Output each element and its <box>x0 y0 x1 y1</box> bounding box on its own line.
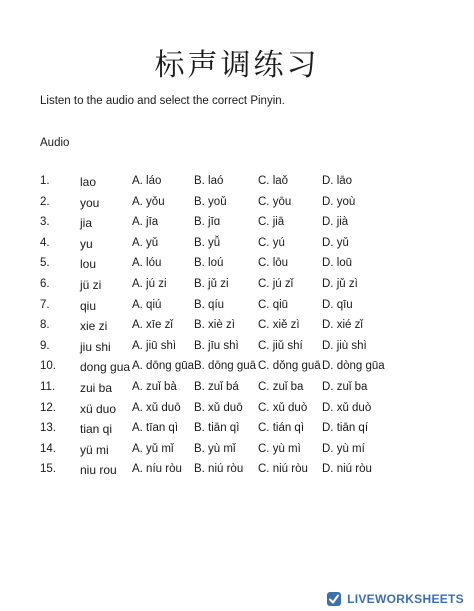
option-d[interactable]: D. yǔ <box>322 236 349 249</box>
question-list <box>0 175 474 484</box>
option-a[interactable]: A. lóu <box>132 257 162 270</box>
option-a[interactable]: A. xīe zǐ <box>132 319 173 332</box>
option-c[interactable]: C. yōu <box>258 195 292 208</box>
question-row <box>0 360 474 381</box>
option-b[interactable]: B. loú <box>194 257 224 270</box>
option-d[interactable]: D. niú ròu <box>322 463 372 476</box>
option-b[interactable]: B. jīɑ <box>194 216 221 229</box>
option-d[interactable]: D. xǔ duò <box>322 401 372 414</box>
question-number: 3. <box>40 216 50 229</box>
question-number: 1. <box>40 175 50 187</box>
option-c[interactable]: C. xiě zì <box>258 319 300 332</box>
question-row <box>0 257 474 278</box>
question-row <box>0 422 474 443</box>
option-c[interactable]: C. jú zǐ <box>258 277 294 290</box>
option-b[interactable]: B. niú ròu <box>194 463 244 476</box>
question-row <box>0 216 474 237</box>
question-word: you <box>80 195 100 210</box>
question-row <box>0 237 474 258</box>
option-c[interactable]: C. lōu <box>258 257 289 270</box>
option-c[interactable]: C. tián qì <box>258 422 305 435</box>
option-b[interactable]: B. zuǐ bá <box>194 380 239 393</box>
question-number: 8. <box>40 319 50 332</box>
question-row <box>0 402 474 423</box>
footer-brand-text: LIVEWORKSHEETS <box>347 592 464 606</box>
option-d[interactable]: D. yoù <box>322 195 356 208</box>
question-word: jia <box>80 216 93 231</box>
option-c[interactable]: C. jiǔ shí <box>258 339 303 352</box>
option-b[interactable]: B. yoǔ <box>194 195 227 208</box>
option-c[interactable]: C. jiā <box>258 216 285 229</box>
liveworksheets-logo-icon <box>326 591 342 607</box>
liveworksheets-footer[interactable] <box>326 591 464 607</box>
question-number: 10. <box>40 360 56 373</box>
question-row <box>0 175 474 196</box>
option-a[interactable]: A. tīan qì <box>132 422 179 435</box>
question-row <box>0 443 474 464</box>
question-number: 11. <box>40 380 56 393</box>
option-c[interactable]: C. yú <box>258 236 285 249</box>
question-word: lao <box>80 175 97 189</box>
question-word: xü duo <box>80 401 117 416</box>
option-b[interactable]: B. dōng guā <box>194 360 257 373</box>
question-word: yu <box>80 236 93 251</box>
option-b[interactable]: B. xiè zì <box>194 319 235 332</box>
option-c[interactable]: C. dǒng guā <box>258 360 321 373</box>
option-d[interactable]: D. jiù shì <box>322 339 367 352</box>
option-b[interactable]: B. tiān qì <box>194 422 240 435</box>
question-row <box>0 319 474 340</box>
question-number: 5. <box>40 257 50 270</box>
question-number: 9. <box>40 339 50 352</box>
question-word: lou <box>80 257 97 272</box>
option-d[interactable]: D. xié zǐ <box>322 319 363 332</box>
question-number: 7. <box>40 298 50 311</box>
question-number: 6. <box>40 277 50 290</box>
option-d[interactable]: D. loū <box>322 257 353 270</box>
audio-label: Audio <box>40 137 70 149</box>
option-b[interactable]: B. qíu <box>194 298 225 311</box>
question-row <box>0 463 474 484</box>
instruction-text: Listen to the audio and select the correct Pinyin. <box>40 95 285 107</box>
option-a[interactable]: A. yǔ <box>132 236 159 249</box>
option-b[interactable]: B. jīu shì <box>194 339 239 352</box>
option-c[interactable]: C. qiū <box>258 298 289 311</box>
option-a[interactable]: A. yǒu <box>132 195 165 208</box>
option-a[interactable]: A. qiú <box>132 298 162 311</box>
question-row <box>0 278 474 299</box>
question-number: 2. <box>40 195 50 208</box>
option-a[interactable]: A. dōng gūa <box>132 360 195 373</box>
question-word: zui ba <box>80 380 113 395</box>
option-b[interactable]: B. yǚ <box>194 236 221 249</box>
option-b[interactable]: B. jǔ zi <box>194 277 229 290</box>
question-row <box>0 381 474 402</box>
option-b[interactable]: B. yù mǐ <box>194 442 236 455</box>
option-a[interactable]: A. yǔ mǐ <box>132 442 174 455</box>
option-a[interactable]: A. láo <box>132 175 162 187</box>
option-d[interactable]: D. yù mí <box>322 442 365 455</box>
question-row <box>0 340 474 361</box>
option-d[interactable]: D. lāo <box>322 175 353 187</box>
question-word: jü zi <box>80 277 102 292</box>
option-c[interactable]: C. zuǐ ba <box>258 380 304 393</box>
question-row <box>0 299 474 320</box>
option-c[interactable]: C. laǒ <box>258 175 289 187</box>
option-d[interactable]: D. dòng gūa <box>322 360 385 373</box>
question-word: niu rou <box>80 463 117 478</box>
question-number: 12. <box>40 401 56 414</box>
question-row <box>0 196 474 217</box>
option-a[interactable]: A. jiū shì <box>132 339 177 352</box>
option-d[interactable]: D. jǔ zì <box>322 277 358 290</box>
option-d[interactable]: D. tiān qí <box>322 422 369 435</box>
question-number: 4. <box>40 236 50 249</box>
option-a[interactable]: A. jīa <box>132 216 159 229</box>
option-d[interactable]: D. zuǐ ba <box>322 380 368 393</box>
option-a[interactable]: A. zuǐ bà <box>132 380 177 393</box>
option-a[interactable]: A. jú zi <box>132 277 167 290</box>
option-d[interactable]: D. qīu <box>322 298 353 311</box>
question-word: jiu shi <box>80 339 111 354</box>
question-word: dong gua <box>80 360 131 375</box>
option-a[interactable]: A. níu ròu <box>132 463 182 476</box>
question-number: 15. <box>40 463 56 476</box>
option-b[interactable]: B. xǔ duō <box>194 401 243 414</box>
option-d[interactable]: D. jià <box>322 216 349 229</box>
question-word: xie zi <box>80 319 108 334</box>
option-c[interactable]: C. niú ròu <box>258 463 308 476</box>
worksheet-title: 标声调练习 <box>154 48 320 83</box>
option-c[interactable]: C. yù mì <box>258 442 301 455</box>
question-number: 14. <box>40 442 56 455</box>
option-b[interactable]: B. laó <box>194 175 224 187</box>
option-c[interactable]: C. xǔ duò <box>258 401 308 414</box>
question-number: 13. <box>40 422 56 435</box>
question-word: yü mi <box>80 442 109 457</box>
option-a[interactable]: A. xǔ duō <box>132 401 181 414</box>
question-word: qiu <box>80 298 97 313</box>
question-word: tian qi <box>80 422 113 437</box>
